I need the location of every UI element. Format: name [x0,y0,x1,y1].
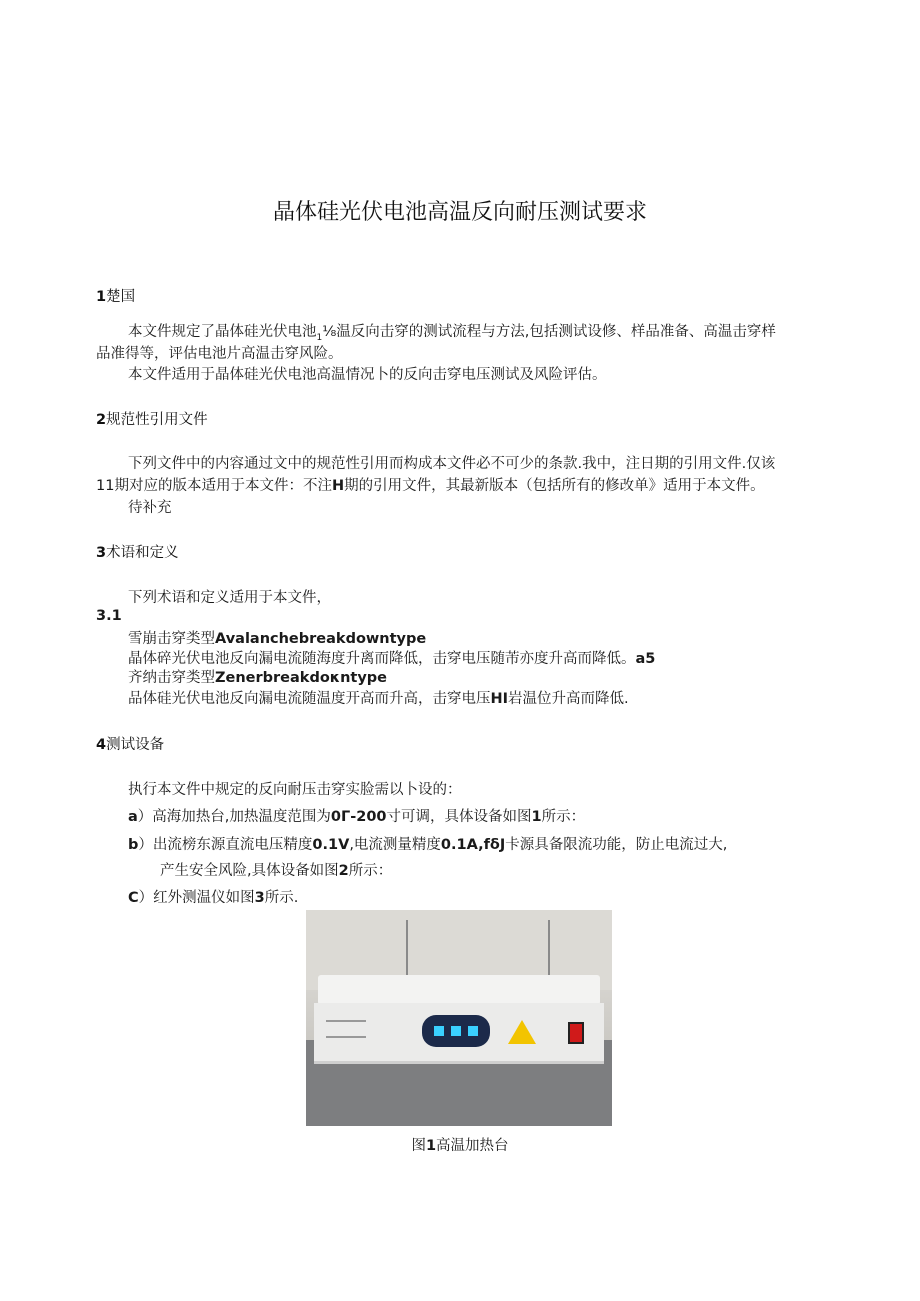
equipment-item-c: C）红外测温仪如图3所示. [128,890,299,906]
section-3-intro: 下列术语和定义适用于本文件， [128,590,331,606]
section-2-heading: 2规范性引用文件 [96,412,208,428]
warning-icon [508,1020,536,1044]
hot-plate-photo [306,910,612,1126]
hot-plate-surface [318,975,600,1005]
hot-plate-logo [326,1020,366,1038]
section-1-paragraph-2: 本文件适用于晶体硅光伏电池高温情况卜的反向击穿电压测试及风险评估。 [128,367,607,383]
figure-1-caption: 图1高温加热台 [411,1138,509,1154]
section-4-heading: 4测试设备 [96,737,165,753]
equipment-item-b-line-2: 产生安全风险,具体设备如图2所示： [160,863,393,879]
hot-plate-control-panel [422,1015,490,1047]
equipment-item-a: a）高海加热台,加热温度范围为0Г-200寸可调，具体设备如图1所示： [128,809,586,825]
document-title: 晶体硅光伏电池高温反向耐压测试要求 [272,200,647,225]
section-1-heading: 1楚国 [96,289,136,305]
term-1-definition: 晶体碎光伏电池反向漏电流随海度升离而降低，击穿电压随芾亦度升高而降低。a5 [128,651,656,667]
section-1-paragraph-1-line-2: 品准得等，评估电池片高温击穿风险。 [96,346,343,362]
section-3-heading: 3术语和定义 [96,545,179,561]
power-switch-icon [568,1022,584,1044]
term-1-title: 雪崩击穿类型Avalanchebreakdowntype [128,631,427,647]
term-2-title: 齐纳击穿类型Zenerbreakdoκntype [128,670,388,686]
section-2-paragraph-1-line-2: 11期对应的版本适用于本文件：不注H期的引用文件，其最新版本（包括所有的修改单》适用于本文件。 [96,478,765,494]
photo-shelf [406,920,550,977]
section-2-paragraph-1-line-1: 下列文件中的内容通过文中的规范性引用而构成本文件必不可少的条款.我中，注日期的引用文件.仅该 [128,456,776,472]
term-2-definition: 品体硅光伏电池反向漏电流随温度开高而升高，击穿电压HI岩温位升高而降低. [128,691,629,707]
term-number: 3.1 [96,608,122,624]
section-2-paragraph-2: 待补充 [128,500,172,516]
equipment-item-b: b）出流榜东源直流电压精度0.1V,电流测量精度0.1A,fδJ卡源具备限流功能，防止电流过大, [128,837,728,853]
section-1-paragraph-1-line-1: 本文件规定了晶体硅光伏电池$_1$⅛温反向击穿的测试流程与方法,包括测试设修、样品准备、高温击穿样 [128,324,776,343]
section-4-intro: 执行本文件中规定的反向耐压击穿实脸需以卜设的： [128,782,462,798]
